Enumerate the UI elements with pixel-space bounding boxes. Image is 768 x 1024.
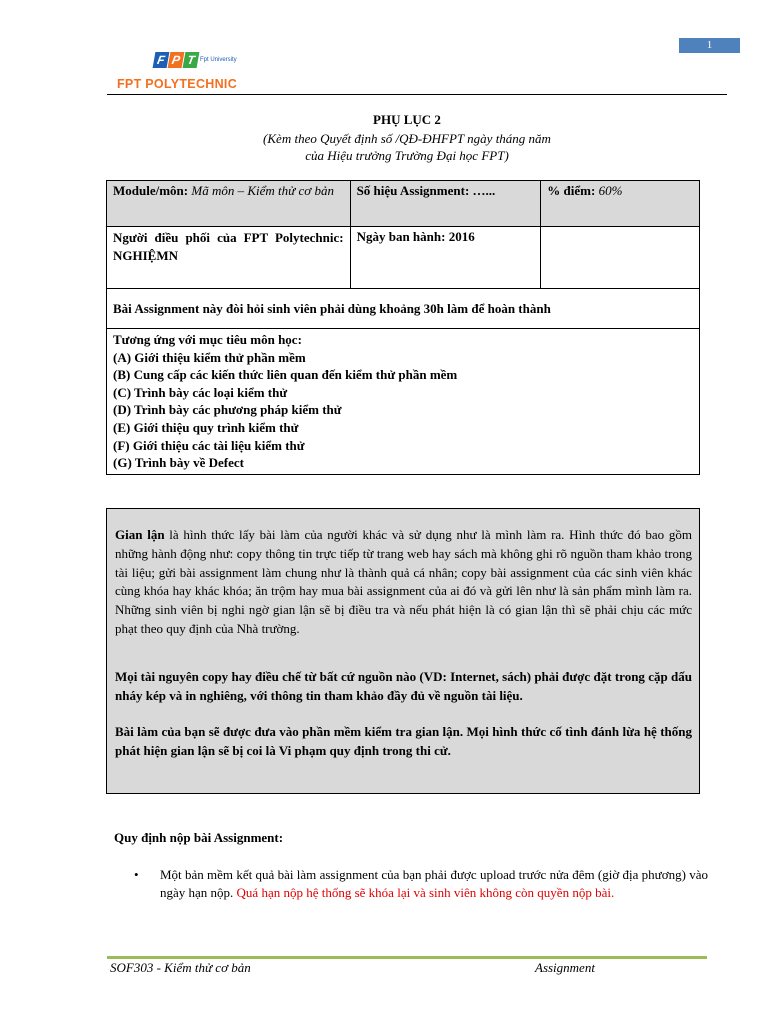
header-rule: [107, 94, 727, 95]
plagiarism-definition: là hình thức lấy bài làm của người khác và sử dụng như là mình làm ra. Hình thức đó bao gồm những hành động như: copy thông tin trực tiếp từ trang web hay sách mà không ghi rõ nguồn tham khảo trong tài liệu; gửi bài assignment làm chung như là thành quả cá nhân; copy bài assignment của các sinh viên khác cùng khóa hay khác khóa; ăn trộm hay mua bài assignment của ai đó và gửi lên như là sản phẩm mình làm ra. Những sinh viên bị nghi ngờ gian lận sẽ bị điều tra và nếu phát hiện là có gian lận thì sẽ phải chịu các mức phạt theo quy định của Nhà trường.: [115, 527, 692, 636]
objective-item: (B) Cung cấp các kiến thức liên quan đến kiểm thử phần mềm: [113, 367, 458, 383]
issue-date-text: Ngày ban hành: 2016: [356, 229, 475, 244]
assignment-number-label: Số hiệu Assignment: …...: [356, 183, 496, 198]
table-row: [107, 289, 700, 329]
objective-item: (C) Trình bày các loại kiểm thử: [113, 384, 288, 400]
footer-doc-type: Assignment: [535, 960, 595, 975]
submission-bullet: [134, 866, 708, 902]
plagiarism-paragraph-1: [107, 526, 699, 639]
module-value: Mã môn – Kiểm thử cơ bản: [191, 183, 334, 198]
empty-cell: [541, 227, 700, 289]
table-row: [107, 227, 700, 289]
duration-cell: [107, 289, 700, 329]
score-cell: [541, 181, 700, 227]
submission-late-warning: Quá hạn nộp hệ thống sẽ khóa lại và sinh viên không còn quyền nộp bài.: [236, 885, 615, 900]
score-value: 60%: [598, 183, 623, 198]
document-subtitle: [107, 130, 707, 164]
objective-item: (F) Giới thiệu các tài liệu kiểm thử: [113, 437, 305, 453]
logo-letter-f: F: [153, 52, 170, 68]
duration-text: Bài Assignment này đòi hỏi sinh viên phải dùng khoảng 30h làm để hoàn thành: [113, 300, 551, 316]
subtitle-line-2: của Hiệu trưởng Trường Đại học FPT): [305, 148, 509, 163]
plagiarism-paragraph-3: Bài làm của bạn sẽ được đưa vào phần mềm kiểm tra gian lận. Mọi hình thức cố tình đánh lừa hệ thống phát hiện gian lận sẽ bị coi là Vi phạm quy định trong thi cử.: [115, 724, 692, 758]
coordinator-text: Người điều phối của FPT Polytechnic: NGHIỆMN: [113, 230, 344, 263]
objective-item: (D) Trình bày các phương pháp kiểm thử: [113, 402, 342, 418]
issue-date-cell: [350, 227, 541, 289]
logo-letter-p: P: [168, 52, 185, 68]
objective-item: (E) Giới thiệu quy trình kiểm thử: [113, 419, 299, 435]
submission-bullet-text: [160, 866, 708, 902]
objectives-heading: Tương ứng với mục tiêu môn học:: [113, 332, 302, 347]
document-title: PHỤ LỤC 2: [373, 112, 441, 127]
plagiarism-notice-box: [106, 508, 700, 794]
logo-brand-text: FPT POLYTECHNIC: [117, 77, 238, 91]
logo-letter-t: T: [183, 52, 200, 68]
submission-rules-heading: Quy định nộp bài Assignment:: [114, 830, 284, 845]
module-cell: [107, 181, 351, 227]
submission-deadline-text: Một bản mềm kết quả bài làm assignment của bạn phải được upload trước nửa đêm (giờ địa phương) vào ngày hạn nộp.: [160, 867, 708, 900]
objective-item: (A) Giới thiệu kiểm thử phần mềm: [113, 349, 306, 365]
plagiarism-paragraph-2: Mọi tài nguyên copy hay điều chế từ bất cứ nguồn nào (VD: Internet, sách) phải được đặt trong cặp dấu nháy kép và in nghiêng, với thông tin tham khảo đầy đủ về nguồn tài liệu.: [115, 669, 692, 703]
assignment-info-table: [106, 180, 700, 475]
footer-rule: [107, 956, 707, 959]
table-row: [107, 181, 700, 227]
footer-course: SOF303 - Kiểm thử cơ bản: [110, 960, 251, 975]
plagiarism-term: Gian lận: [115, 527, 165, 542]
assignment-number-cell: [350, 181, 541, 227]
coordinator-cell: [107, 227, 351, 289]
logo-university-text: Fpt University: [200, 57, 237, 63]
bullet-icon: •: [134, 867, 139, 882]
page-number: 1: [679, 38, 740, 53]
table-row: [107, 329, 700, 475]
objectives-cell: [107, 329, 700, 475]
objective-item: (G) Trình bày về Defect: [113, 455, 244, 471]
fpt-polytechnic-logo: [117, 50, 277, 95]
score-label: % điểm:: [547, 183, 596, 198]
module-label: Module/môn:: [113, 183, 189, 198]
subtitle-line-1: (Kèm theo Quyết định số /QĐ-ĐHFPT ngày tháng năm: [263, 131, 551, 146]
fpt-logo-mark: [154, 52, 198, 68]
